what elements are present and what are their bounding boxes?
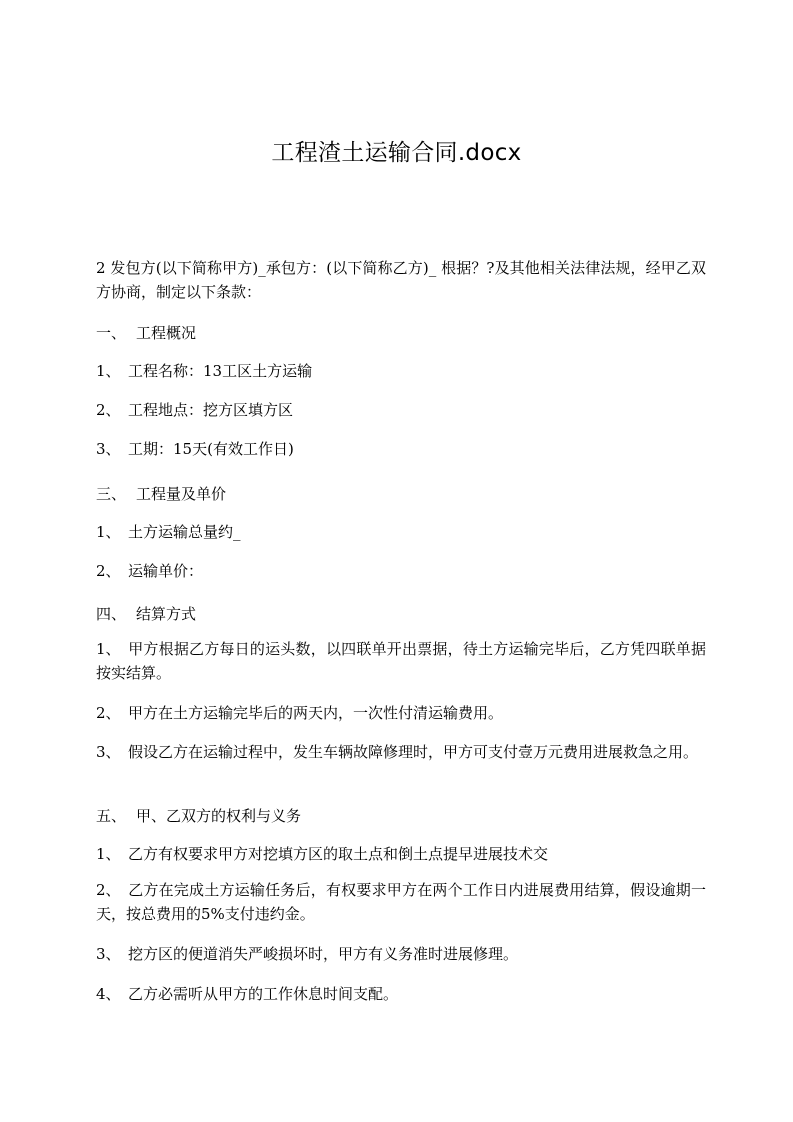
- item-text: 甲方在土方运输完毕后的两天内，一次性付清运输费用。: [128, 704, 504, 722]
- item-number: 3、: [96, 743, 121, 761]
- item-text: 乙方在完成土方运输任务后，有权要求甲方在两个工作日内进展费用结算，假设逾期一天，按总费用的5%支付违约金。: [96, 881, 706, 923]
- section-heading-settlement: [96, 602, 706, 626]
- list-item: [96, 437, 706, 461]
- list-item: [96, 982, 706, 1006]
- item-text: 甲方根据乙方每日的运头数，以四联单开出票据，待土方运输完毕后，乙方凭四联单据按实结算。: [96, 640, 706, 682]
- intro-paragraph: 2 发包方(以下简称甲方)_承包方：(以下简称乙方)_ 根据？?及其他相关法律法规，经甲乙双方协商，制定以下条款：: [96, 259, 706, 301]
- item-number: 1、: [96, 523, 121, 541]
- section-title: 甲、乙双方的权利与义务: [136, 807, 302, 825]
- item-number: 2、: [96, 562, 121, 580]
- list-item: [96, 637, 706, 685]
- item-text: 挖方区的便道消失严峻损坏时，甲方有义务准时进展修理。: [128, 945, 519, 963]
- item-number: 2、: [96, 704, 121, 722]
- section-title: 工程概况: [136, 324, 197, 342]
- list-item: [96, 398, 706, 422]
- list-item: [96, 942, 706, 966]
- item-text: 工程名称：13工区土方运输: [128, 362, 313, 380]
- section-heading-rights: [96, 804, 706, 828]
- list-item: [96, 740, 706, 764]
- item-number: 3、: [96, 945, 121, 963]
- section-heading-quantity: [96, 482, 706, 506]
- section-title: 结算方式: [136, 605, 197, 623]
- section-number: 三、: [96, 485, 127, 503]
- list-item: [96, 842, 706, 866]
- item-number: 2、: [96, 401, 121, 419]
- item-number: 1、: [96, 362, 121, 380]
- item-text: 假设乙方在运输过程中，发生车辆故障修理时，甲方可支付壹万元费用进展救急之用。: [128, 743, 699, 761]
- section-title: 工程量及单价: [136, 485, 227, 503]
- item-number: 3、: [96, 440, 121, 458]
- section-number: 四、: [96, 605, 127, 623]
- item-text: 工程地点：挖方区填方区: [128, 401, 294, 419]
- list-item: [96, 359, 706, 383]
- item-number: 4、: [96, 985, 121, 1003]
- item-number: 1、: [96, 640, 121, 658]
- item-number: 1、: [96, 845, 121, 863]
- list-item: [96, 559, 706, 583]
- section-number: 五、: [96, 807, 127, 825]
- section-heading-overview: [96, 321, 706, 345]
- section-number: 一、: [96, 324, 127, 342]
- item-text: 工期：15天(有效工作日): [128, 440, 294, 458]
- item-text: 乙方有权要求甲方对挖填方区的取土点和倒土点提早进展技术交: [128, 845, 549, 863]
- list-item: [96, 701, 706, 725]
- list-item: [96, 878, 706, 926]
- item-text: 土方运输总量约_: [128, 523, 241, 541]
- document-title: 工程渣土运输合同.docx: [271, 140, 522, 166]
- item-number: 2、: [96, 881, 121, 899]
- item-text: 乙方必需听从甲方的工作休息时间支配。: [128, 985, 399, 1003]
- list-item: [96, 520, 706, 544]
- item-text: 运输单价：: [128, 562, 204, 580]
